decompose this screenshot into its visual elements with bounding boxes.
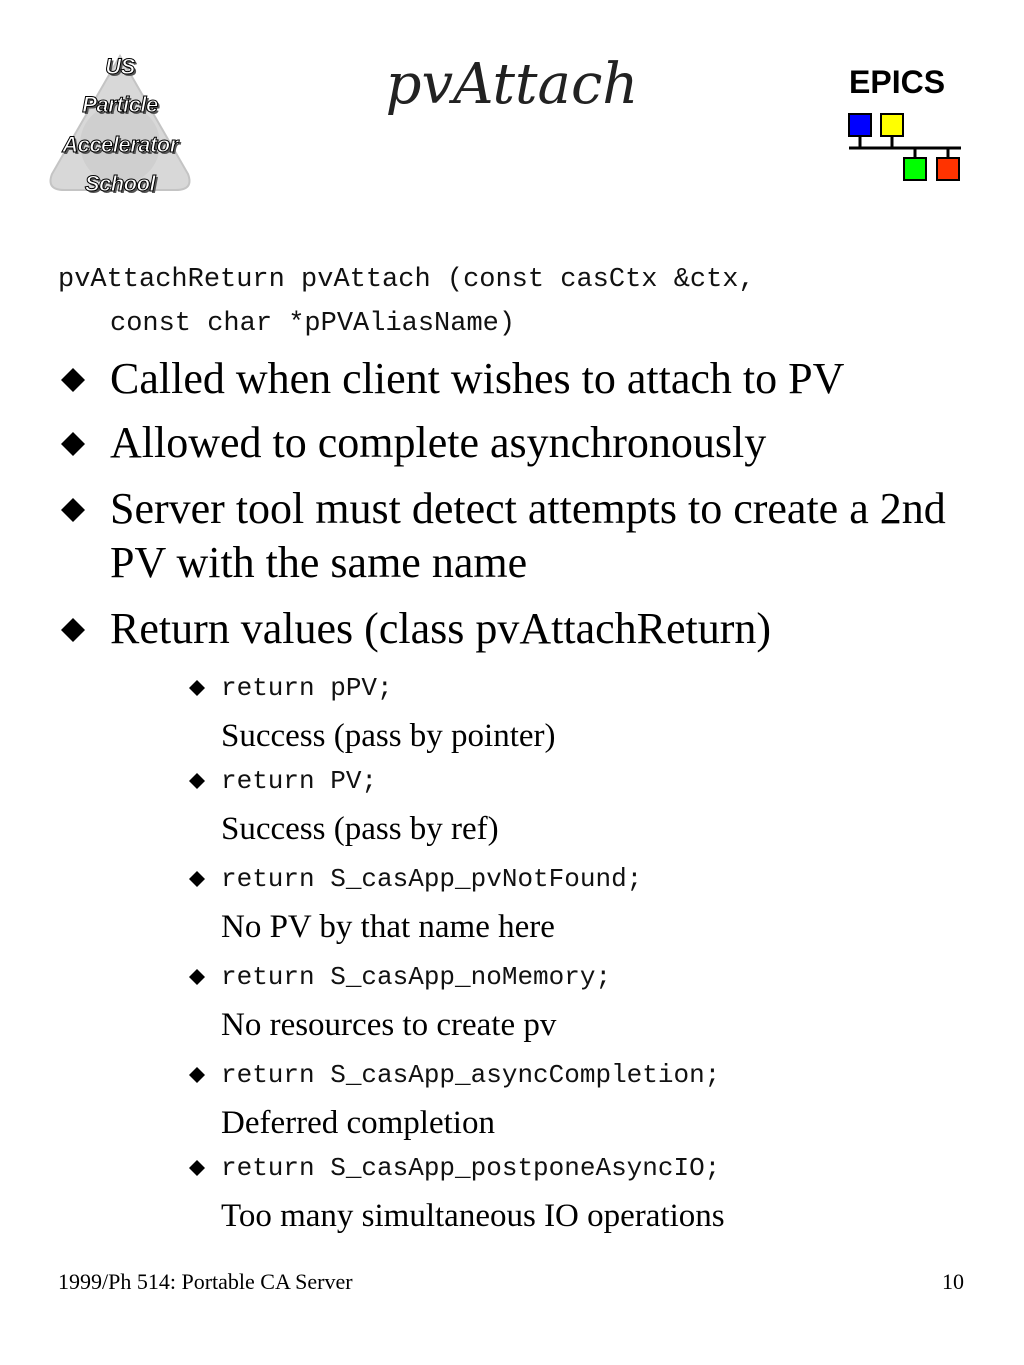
- page-title: pvAttach: [385, 52, 639, 117]
- return-description: No PV by that name here: [221, 909, 555, 945]
- diamond-bullet-icon: [58, 365, 88, 395]
- diamond-bullet-icon: [188, 1159, 206, 1177]
- bullet-text: Return values (class pvAttachReturn): [110, 604, 772, 653]
- diamond-bullet-icon: [188, 870, 206, 888]
- epics-blue-node: [849, 114, 871, 136]
- return-code: return pPV;: [221, 673, 393, 703]
- epics-red-node: [937, 158, 959, 180]
- diamond-bullet-icon: [58, 429, 88, 459]
- return-description: Deferred completion: [221, 1105, 495, 1141]
- logo-line-school: School: [84, 171, 156, 196]
- bullet-text: Allowed to complete asynchronously: [110, 418, 767, 467]
- return-description: No resources to create pv: [221, 1007, 557, 1043]
- bullet-item: [58, 416, 978, 470]
- return-description: Success (pass by ref): [221, 811, 499, 847]
- logo-line-us: US: [105, 54, 135, 79]
- diamond-bullet-icon: [58, 615, 88, 645]
- signature-line-2: const char *pPVAliasName): [110, 309, 516, 339]
- bullet-item: [58, 352, 978, 406]
- bullet-item: [58, 602, 978, 656]
- diamond-bullet-icon: [188, 772, 206, 790]
- function-signature: [58, 258, 755, 346]
- epics-network-icon: [845, 110, 965, 184]
- diamond-bullet-icon: [188, 968, 206, 986]
- return-code: return PV;: [221, 766, 378, 796]
- page-number: 10: [942, 1269, 964, 1294]
- epics-yellow-node: [881, 114, 903, 136]
- diamond-bullet-icon: [188, 679, 206, 697]
- signature-line-1: pvAttachReturn pvAttach (const casCtx &ctx,: [58, 265, 755, 295]
- epics-green-node: [904, 158, 926, 180]
- return-code: return S_casApp_asyncCompletion;: [221, 1060, 721, 1090]
- return-code: return S_casApp_pvNotFound;: [221, 864, 643, 894]
- return-description: Success (pass by pointer): [221, 718, 556, 754]
- bullet-text: Server tool must detect attempts to create a 2nd PV with the same name: [110, 484, 946, 587]
- epics-label: EPICS: [849, 64, 946, 100]
- return-code: return S_casApp_noMemory;: [221, 962, 612, 992]
- logo-line-particle: Particle: [82, 92, 158, 117]
- bullet-item: [58, 482, 978, 590]
- diamond-bullet-icon: [188, 1066, 206, 1084]
- footer-course-label: 1999/Ph 514: Portable CA Server: [58, 1269, 353, 1294]
- return-code: return S_casApp_postponeAsyncIO;: [221, 1153, 721, 1183]
- return-description: Too many simultaneous IO operations: [221, 1198, 725, 1234]
- uspas-logo: [44, 50, 196, 202]
- diamond-bullet-icon: [58, 495, 88, 525]
- bullet-text: Called when client wishes to attach to PV: [110, 354, 845, 403]
- logo-line-accelerator: Accelerator: [62, 132, 178, 157]
